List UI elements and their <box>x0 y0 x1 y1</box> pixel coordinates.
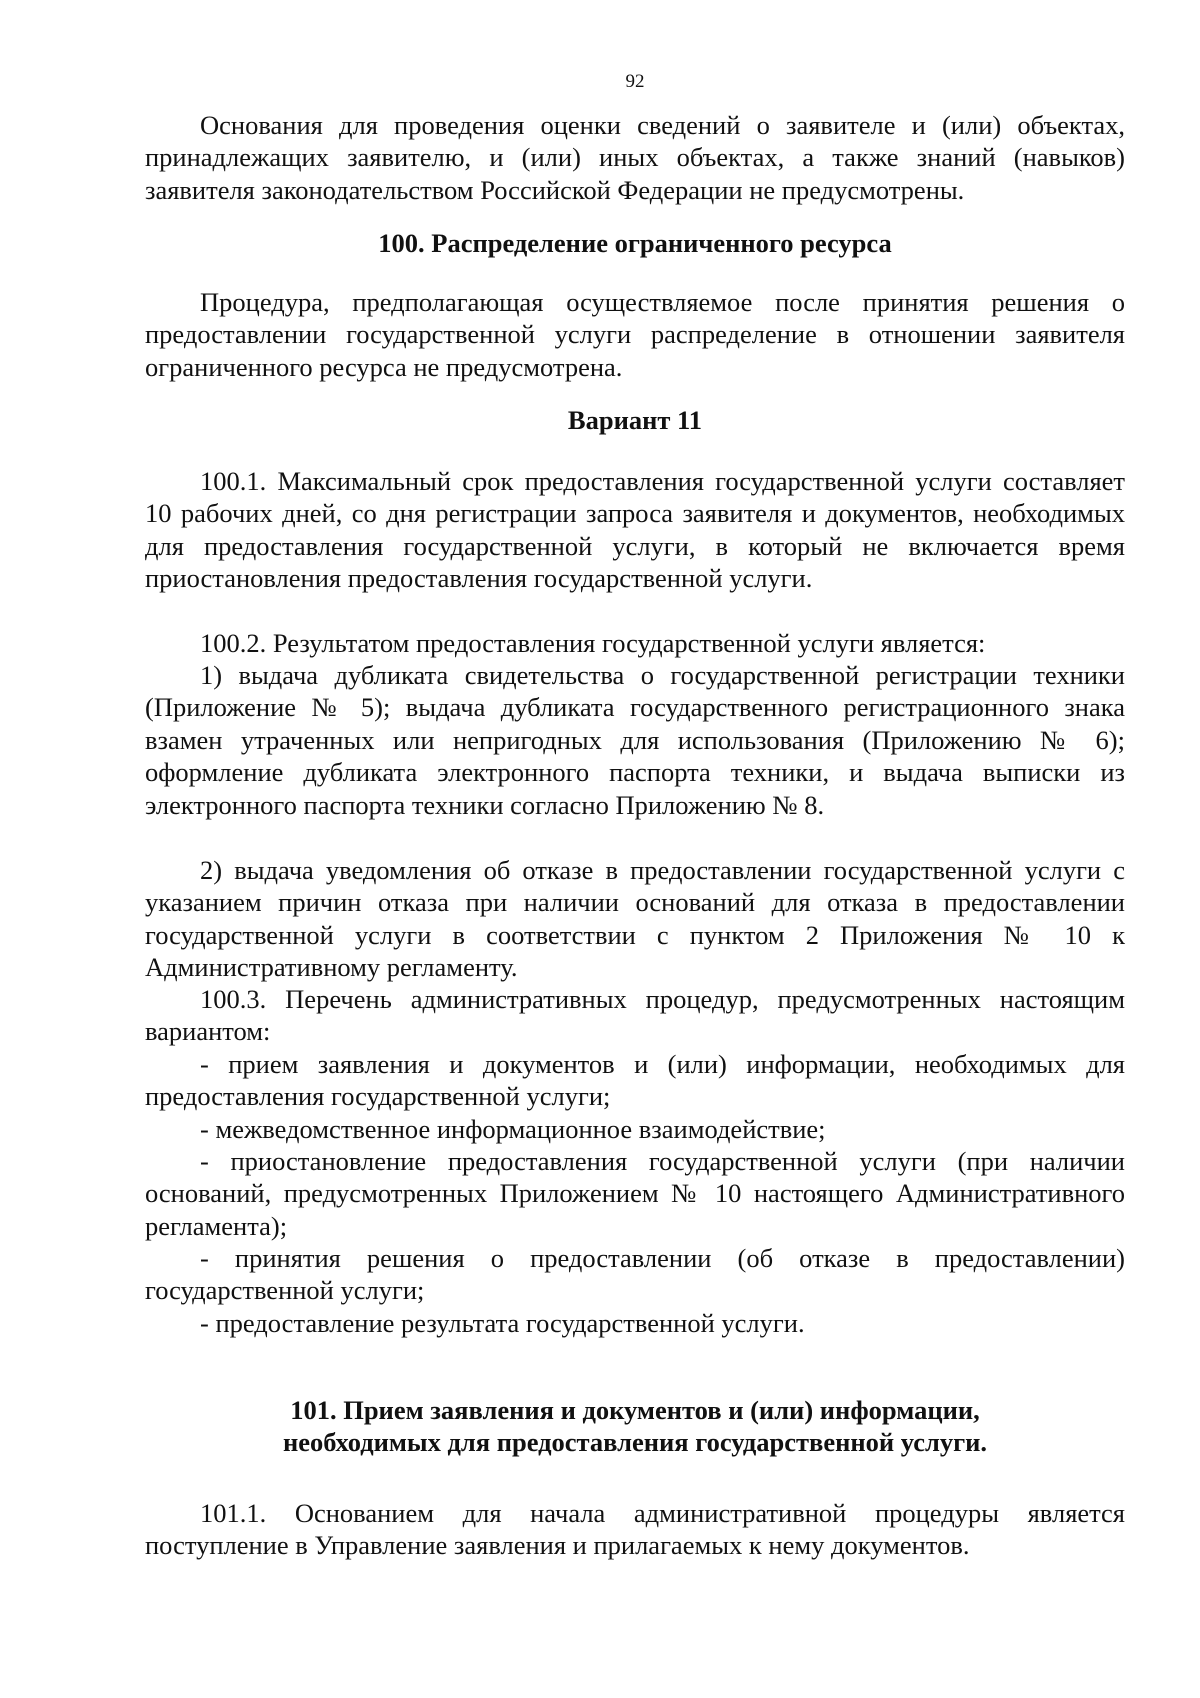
section-heading-101-line-1: 101. Прием заявления и документов и (или) информации, <box>290 1395 980 1425</box>
paragraph-100-3: 100.3. Перечень административных процедур, предусмотренных настоящим вариантом: <box>145 984 1125 1047</box>
procedure-item-intake: - прием заявления и документов и (или) информации, необходимых для предоставления государственной услуги; <box>145 1049 1125 1112</box>
section-heading-101 <box>145 1394 1125 1459</box>
result-item-2: 2) выдача уведомления об отказе в предоставлении государственной услуги с указанием причин отказа при наличии оснований для отказа в предоставлении государственной услуги в соответствии с пунктом 2 Приложения № 10 к Административному регламенту. <box>145 855 1125 983</box>
paragraph-assessment-grounds: Основания для проведения оценки сведений о заявителе и (или) объектах, принадлежащих заявителю, и (или) иных объектах, а также знаний (навыков) заявителя законодательством Российской Федерации не предусмотрены. <box>145 110 1125 205</box>
section-heading-101-line-2: необходимых для предоставления государственной услуги. <box>282 1427 988 1458</box>
result-item-1: 1) выдача дубликата свидетельства о государственной регистрации техники (Приложение № 5); выдача дубликата государственного регистрационного знака взамен утраченных или непригодных для использования (Приложению № 6); оформление дубликата электронного паспорта техники, и выдача выписки из электронного паспорта техники согласно Приложению № 8. <box>145 660 1125 820</box>
section-heading-100: 100. Распределение ограниченного ресурса <box>378 228 892 258</box>
paragraph-limited-resource: Процедура, предполагающая осуществляемое после принятия решения о предоставлении государственной услуги распределение в отношении заявителя ограниченного ресурса не предусмотрена. <box>145 287 1125 382</box>
paragraph-101-1: 101.1. Основанием для начала административной процедуры является поступление в Управление заявления и прилагаемых к нему документов. <box>145 1498 1125 1561</box>
procedure-item-decision: - принятия решения о предоставлении (об отказе в предоставлении) государственной услуги; <box>145 1243 1125 1306</box>
paragraph-100-2: 100.2. Результатом предоставления государственной услуги является: <box>200 628 986 658</box>
page-number: 92 <box>625 71 645 92</box>
procedure-item-interagency: - межведомственное информационное взаимодействие; <box>200 1114 826 1144</box>
procedure-item-suspension: - приостановление предоставления государственной услуги (при наличии оснований, предусмотренных Приложением № 10 настоящего Административного регламента); <box>145 1146 1125 1241</box>
variant-heading: Вариант 11 <box>567 405 703 435</box>
procedure-item-result: - предоставление результата государственной услуги. <box>200 1308 805 1338</box>
paragraph-100-1: 100.1. Максимальный срок предоставления государственной услуги составляет 10 рабочих дней, со дня регистрации запроса заявителя и документов, необходимых для предоставления государственной услуги, в который не включается время приостановления предоставления государственной услуги. <box>145 466 1125 594</box>
